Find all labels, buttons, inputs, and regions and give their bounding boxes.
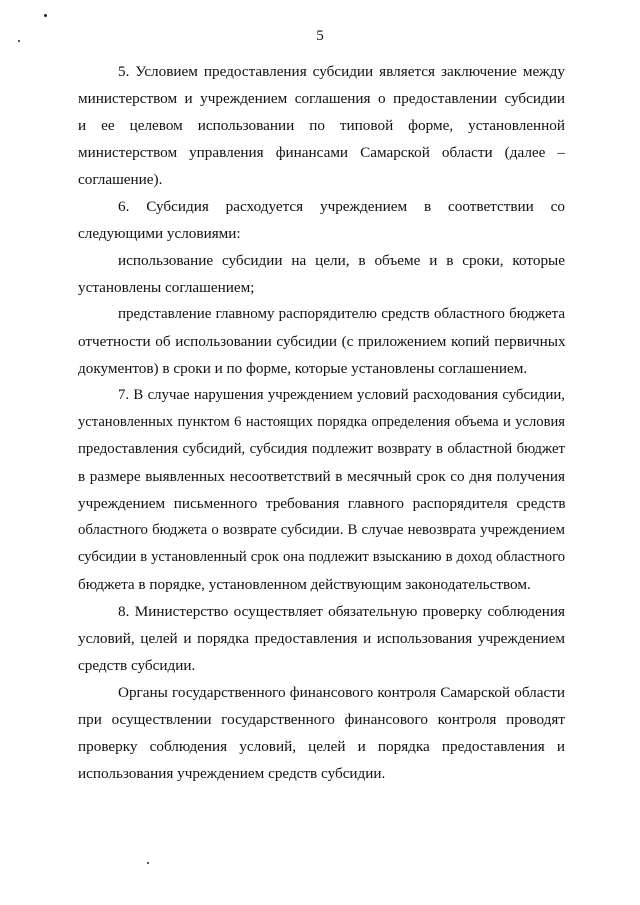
text-line: представление главному распорядителю средств областного бюджета	[118, 306, 565, 322]
text-line: 5. Условием предоставления субсидии является заключение между	[118, 63, 565, 80]
text-line: следующими условиями:	[78, 225, 241, 242]
text-line: субсидии в установленный срок она подлежит взысканию в доход областного	[78, 549, 565, 565]
text-line: соглашение).	[78, 171, 163, 188]
text-line: средств субсидии.	[78, 657, 196, 674]
text-line: областного бюджета о возврате субсидии. В случае невозврата учреждением	[78, 522, 565, 538]
text-line: установленных пунктом 6 настоящих порядка определения объема и условия	[78, 414, 565, 430]
text-line: 8. Министерство осуществляет обязательную проверку соблюдения	[118, 603, 565, 620]
scan-speck	[44, 14, 47, 17]
text-line: использование субсидии на цели, в объеме и в сроки, которые	[118, 252, 565, 269]
text-line: и ее целевом использовании по типовой форме, установленной	[78, 117, 565, 134]
text-line: министерством управления финансами Самарской области (далее –	[78, 144, 565, 161]
text-line: 7. В случае нарушения учреждением условий расходования субсидии,	[118, 387, 565, 403]
text-line: министерством и учреждением соглашения о предоставлении субсидии	[78, 90, 565, 107]
scan-speck	[147, 862, 149, 864]
text-line: условий, целей и порядка предоставления и использования учреждением	[78, 630, 565, 647]
text-line: использования учреждением средств субсидии.	[78, 765, 386, 782]
text-line: предоставления субсидий, субсидия подлежит возврату в областной бюджет	[78, 441, 565, 457]
body-text	[78, 58, 565, 787]
text-line: в размере выявленных несоответствий в месячный срок со дня получения	[78, 468, 565, 485]
text-line: Органы государственного финансового контроля Самарской области	[118, 684, 565, 701]
text-line: документов) в сроки и по форме, которые установлены соглашением.	[78, 360, 528, 377]
text-line: проверку соблюдения условий, целей и порядка предоставления и	[78, 738, 565, 755]
page-number: 5	[316, 28, 324, 44]
text-line: бюджета в порядке, установленном действующим законодательством.	[78, 576, 531, 593]
text-line: установлены соглашением;	[78, 279, 255, 296]
text-line: при осуществлении государственного финансового контроля проводят	[78, 711, 565, 728]
text-line: отчетности об использовании субсидии (с приложением копий первичных	[78, 333, 565, 350]
text-line: 6. Субсидия расходуется учреждением в соответствии со	[118, 198, 565, 215]
text-line: учреждением письменного требования главного распорядителя средств	[78, 495, 565, 512]
